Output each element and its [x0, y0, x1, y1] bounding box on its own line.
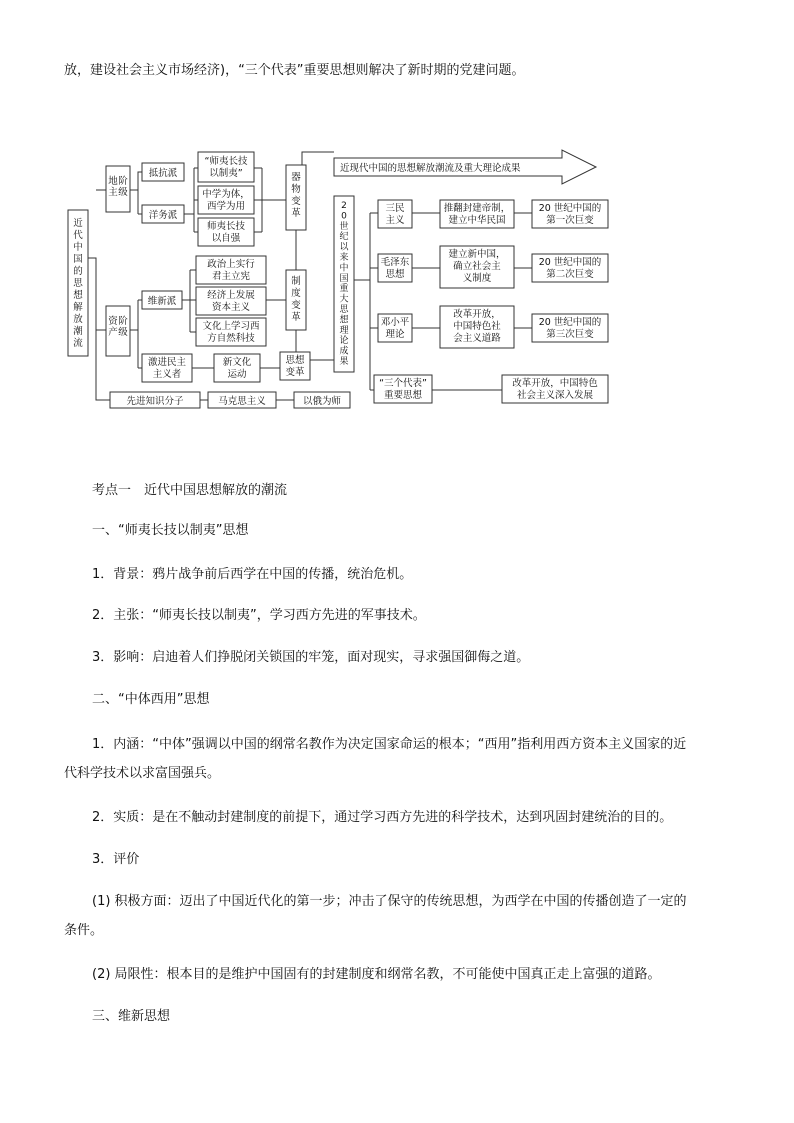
- paragraph-4b: 代科学技术以求富国强兵。: [64, 766, 221, 781]
- section-heading-3: 三、维新思想: [92, 1009, 171, 1024]
- svg-text:马克思主义: 马克思主义: [218, 396, 266, 407]
- paragraph-3: 3．影响：启迪着人们挣脱闭关锁国的牢笼，面对现实，寻求强国御侮之道。: [92, 650, 530, 665]
- svg-text:政治上实行君主立宪: 政治上实行君主立宪: [207, 259, 255, 282]
- resist-party-box: [142, 163, 184, 181]
- svg-text:三民主义: 三民主义: [385, 203, 405, 226]
- paragraph-7a: (1) 积极方面：迈出了中国近代化的第一步；冲击了保守的传统思想，为西学在中国的传播创造了一定的: [92, 894, 687, 909]
- svg-text:洋务派: 洋务派: [148, 210, 178, 221]
- svg-text:器物变革: 器物变革: [291, 172, 301, 219]
- change-1-box: [532, 200, 608, 228]
- marxism-box: [208, 392, 276, 408]
- svg-text:改革开放，中国特色社会主义深入发展: 改革开放，中国特色社会主义深入发展: [512, 378, 598, 401]
- intellectuals-box: [110, 392, 200, 408]
- svg-text:毛泽东思想: 毛泽东思想: [380, 257, 410, 280]
- economy-box: [196, 287, 266, 315]
- svg-text:中学为体，西学为用: 中学为体，西学为用: [202, 189, 250, 212]
- deng-box: [378, 314, 412, 342]
- tools-change-box: [286, 165, 306, 230]
- thought-change-box: [280, 352, 310, 380]
- new-culture-box: [214, 354, 260, 382]
- svg-text:“师夷长技以制夷”: “师夷长技以制夷”: [204, 156, 248, 179]
- system-change-box: [286, 270, 306, 330]
- politics-box: [196, 256, 266, 284]
- svg-text:邓小平理论: 邓小平理论: [380, 317, 410, 340]
- thought-liberation-diagram: [0, 0, 794, 420]
- arrow-title: 近现代中国的思想解放潮流及重大理论成果: [340, 163, 521, 174]
- svg-text:维新派: 维新派: [147, 296, 177, 307]
- svg-text:文化上学习西方自然科技: 文化上学习西方自然科技: [202, 321, 260, 344]
- westernization-party-box: [142, 205, 184, 223]
- paragraph-4a: 1．内涵：“中体”强调以中国的纲常名教作为决定国家命运的根本；“西用”指利用西方资本主义国家的近: [92, 737, 687, 752]
- svg-text:20世纪以来中国重大思想理论成果: 2 0 世纪以来中国重大思想理论成果: [339, 201, 349, 367]
- kaodian-heading: 考点一 近代中国思想解放的潮流: [92, 483, 288, 498]
- paragraph-7b: 条件。: [64, 923, 104, 938]
- paragraph-1: 1．背景：鸦片战争前后西学在中国的传播，统治危机。: [92, 567, 413, 582]
- svg-text:20 世纪中国的第二次巨变: 20 世纪中国的第二次巨变: [538, 257, 602, 280]
- svg-text:经济上发展资本主义: 经济上发展资本主义: [207, 290, 255, 313]
- root-box: [68, 210, 88, 356]
- svg-text:改革开放，中国特色社会主义道路: 改革开放，中国特色社会主义道路: [453, 309, 501, 344]
- svg-text:制度变革: 制度变革: [291, 276, 301, 323]
- svg-text:建立新中国，确立社会主义制度: 建立新中国，确立社会主义制度: [448, 249, 506, 284]
- svg-text:资产阶级: 资产阶级: [108, 316, 128, 338]
- paragraph-2: 2．主张：“师夷长技以制夷”，学习西方先进的军事技术。: [92, 608, 426, 623]
- svg-text:新文化运动: 新文化运动: [222, 357, 252, 380]
- section-heading-2: 二、“中体西用”思想: [92, 692, 210, 707]
- root-label: 近代中国的思想解放潮流: [73, 218, 83, 349]
- svg-text:师夷长技以自强: 师夷长技以自强: [206, 221, 246, 244]
- radical-democrats-box: [142, 354, 192, 382]
- svg-text:“三个代表”重要思想: “三个代表”重要思想: [379, 378, 427, 401]
- svg-text:20 世纪中国的第一次巨变: 20 世纪中国的第一次巨变: [538, 203, 602, 226]
- bourgeois-class-box: [106, 306, 130, 356]
- san-min-box: [378, 200, 412, 228]
- change-2-box: [532, 254, 608, 282]
- learn-west-box-2: [198, 218, 254, 246]
- culture-box: [196, 318, 266, 346]
- three-represents-box: [374, 375, 432, 403]
- section-heading-1: 一、“师夷长技以制夷”思想: [92, 523, 249, 538]
- paragraph-6: 3．评价: [92, 852, 140, 867]
- deng-result-box: [440, 306, 514, 348]
- svg-text:20 世纪中国的第三次巨变: 20 世纪中国的第三次巨变: [538, 317, 602, 340]
- theory-arrow: [334, 150, 596, 184]
- san-min-result-box: [440, 200, 514, 228]
- svg-text:先进知识分子: 先进知识分子: [126, 396, 184, 407]
- reform-party-box: [142, 291, 182, 309]
- landlord-class-box: [106, 166, 130, 212]
- svg-text:抵抗派: 抵抗派: [148, 168, 178, 179]
- svg-text:思想变革: 思想变革: [285, 355, 305, 378]
- svg-text:以俄为师: 以俄为师: [302, 396, 342, 407]
- paragraph-5: 2．实质：是在不触动封建制度的前提下，通过学习西方先进的科学技术，达到巩固封建统治的目的。: [92, 810, 673, 825]
- learn-west-box-1: [198, 152, 254, 182]
- zhongti-xiyong-box: [198, 186, 254, 214]
- mao-box: [378, 254, 412, 282]
- svg-text:地主阶级: 地主阶级: [108, 176, 128, 198]
- svg-text:激进民主主义者: 激进民主主义者: [147, 357, 187, 380]
- intro-line: 放，建设社会主义市场经济)，“三个代表”重要思想则解决了新时期的党建问题。: [64, 63, 525, 78]
- paragraph-8: (2) 局限性：根本目的是维护中国固有的封建制度和纲常名教，不可能使中国真正走上富强的道路。: [92, 967, 661, 982]
- mao-result-box: [440, 246, 514, 288]
- three-represents-result-box: [502, 375, 608, 403]
- russia-box: [294, 392, 350, 408]
- century-theory-box: [334, 196, 354, 372]
- svg-text:推翻封建帝制，建立中华民国: 推翻封建帝制，建立中华民国: [443, 203, 511, 226]
- change-3-box: [532, 314, 608, 342]
